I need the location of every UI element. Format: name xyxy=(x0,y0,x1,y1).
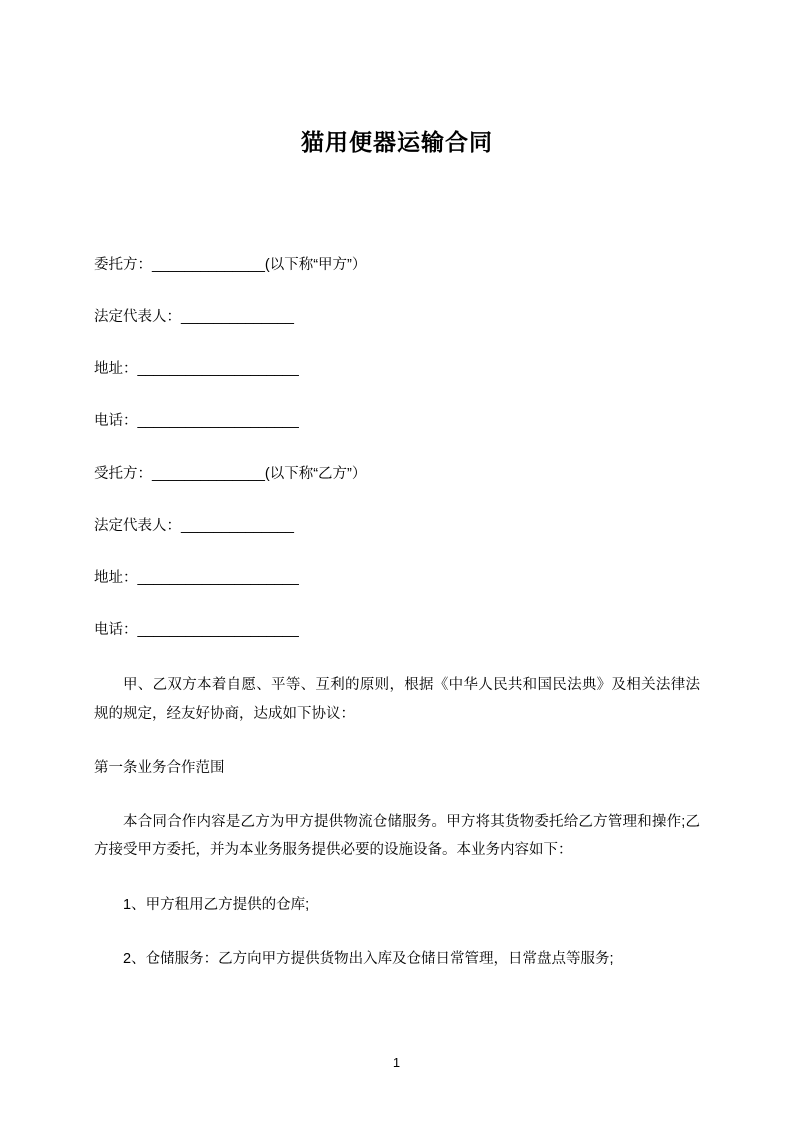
list-item: 2、仓储服务：乙方向甲方提供货物出入库及仓储日常管理，日常盘点等服务; xyxy=(123,950,614,967)
page-title: 猫用便器运输合同 xyxy=(301,129,493,155)
entruster-field: 委托方：______________(以下称“甲方”） xyxy=(94,256,367,273)
page-number: 1 xyxy=(392,1055,401,1070)
preamble-paragraph: 甲、乙双方本着自愿、平等、互利的原则，根据《中华人民共和国民法典》及相关法律法规的规定，经友好协商，达成如下协议： xyxy=(94,677,700,722)
entruster-legal-rep-field: 法定代表人：______________ xyxy=(94,309,294,326)
section-one-heading: 第一条业务合作范围 xyxy=(94,759,225,776)
entruster-address-field: 地址：____________________ xyxy=(94,361,299,378)
trustee-phone-field: 电话：____________________ xyxy=(94,622,299,639)
trustee-address-field: 地址：____________________ xyxy=(94,570,299,587)
trustee-field: 受托方：______________(以下称“乙方”） xyxy=(94,465,367,482)
list-item: 1、甲方租用乙方提供的仓库; xyxy=(123,896,310,913)
trustee-legal-rep-field: 法定代表人：______________ xyxy=(94,517,294,534)
document-body xyxy=(94,0,700,990)
section-one-body: 本合同合作内容是乙方为甲方提供物流仓储服务。甲方将其货物委托给乙方管理和操作;乙方接受甲方委托，并为本业务服务提供必要的设施设备。本业务内容如下： xyxy=(94,814,700,859)
party-information-block xyxy=(94,254,700,643)
entruster-phone-field: 电话：____________________ xyxy=(94,413,299,430)
